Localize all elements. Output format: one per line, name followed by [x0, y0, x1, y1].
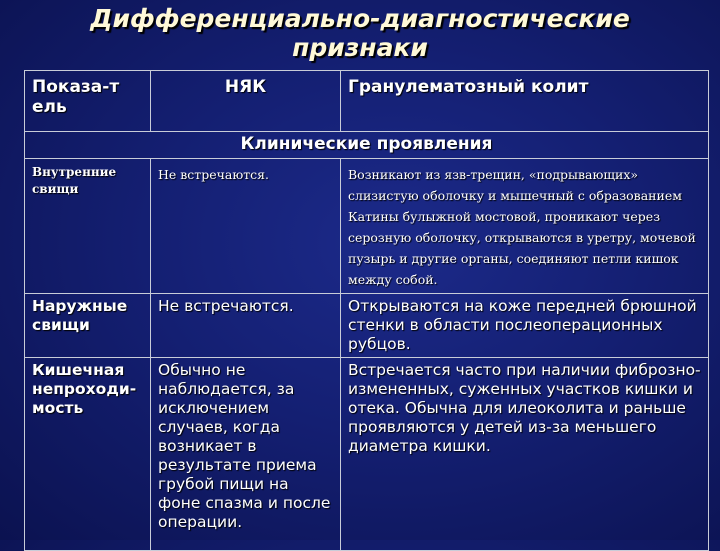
- row-granulomatous: Открываются на коже передней брюшной стенки в области послеоперационных рубцов.: [341, 294, 709, 358]
- row-granulomatous: Встречается часто при наличии фиброзно-измененных, суженных участков кишки и отека. Обычна для илеоколита и раньше проявляются у детей из-за меньшего диаметра кишки.: [341, 358, 709, 551]
- row-indicator: Наружные свищи: [25, 294, 151, 358]
- slide-title-line-2: признаки: [292, 33, 428, 62]
- table-header-row: [25, 71, 709, 132]
- row-nyak: Не встречаются.: [151, 159, 341, 294]
- section-row: [25, 132, 709, 159]
- section-title: Клинические проявления: [25, 132, 709, 159]
- row-nyak: Не встречаются.: [151, 294, 341, 358]
- header-nyak: НЯК: [151, 71, 341, 132]
- row-granulomatous: Возникают из язв-трещин, «подрывающих» слизистую оболочку и мышечный с образованием Катины булыжной мостовой, проникают через серозную оболочку, открываются в уретру, мочевой пузырь и другие органы, соединяют петли кишок между собой.: [341, 159, 709, 294]
- comparison-table: [24, 70, 709, 551]
- table-row: [25, 159, 709, 294]
- slide-title-line-1: Дифференциально-диагностические: [90, 4, 630, 33]
- table-row: [25, 294, 709, 358]
- table-row: [25, 358, 709, 551]
- row-nyak: Обычно не наблюдается, за исключением случаев, когда возникает в результате приема грубой пищи на фоне спазма и после операции.: [151, 358, 341, 551]
- header-granulomatous: Гранулематозный колит: [341, 71, 709, 132]
- row-indicator: Кишечная непроходи-мость: [25, 358, 151, 551]
- row-indicator: Внутренние свищи: [25, 159, 151, 294]
- slide-title: [60, 4, 660, 62]
- header-indicator: Показа-т ель: [25, 71, 151, 132]
